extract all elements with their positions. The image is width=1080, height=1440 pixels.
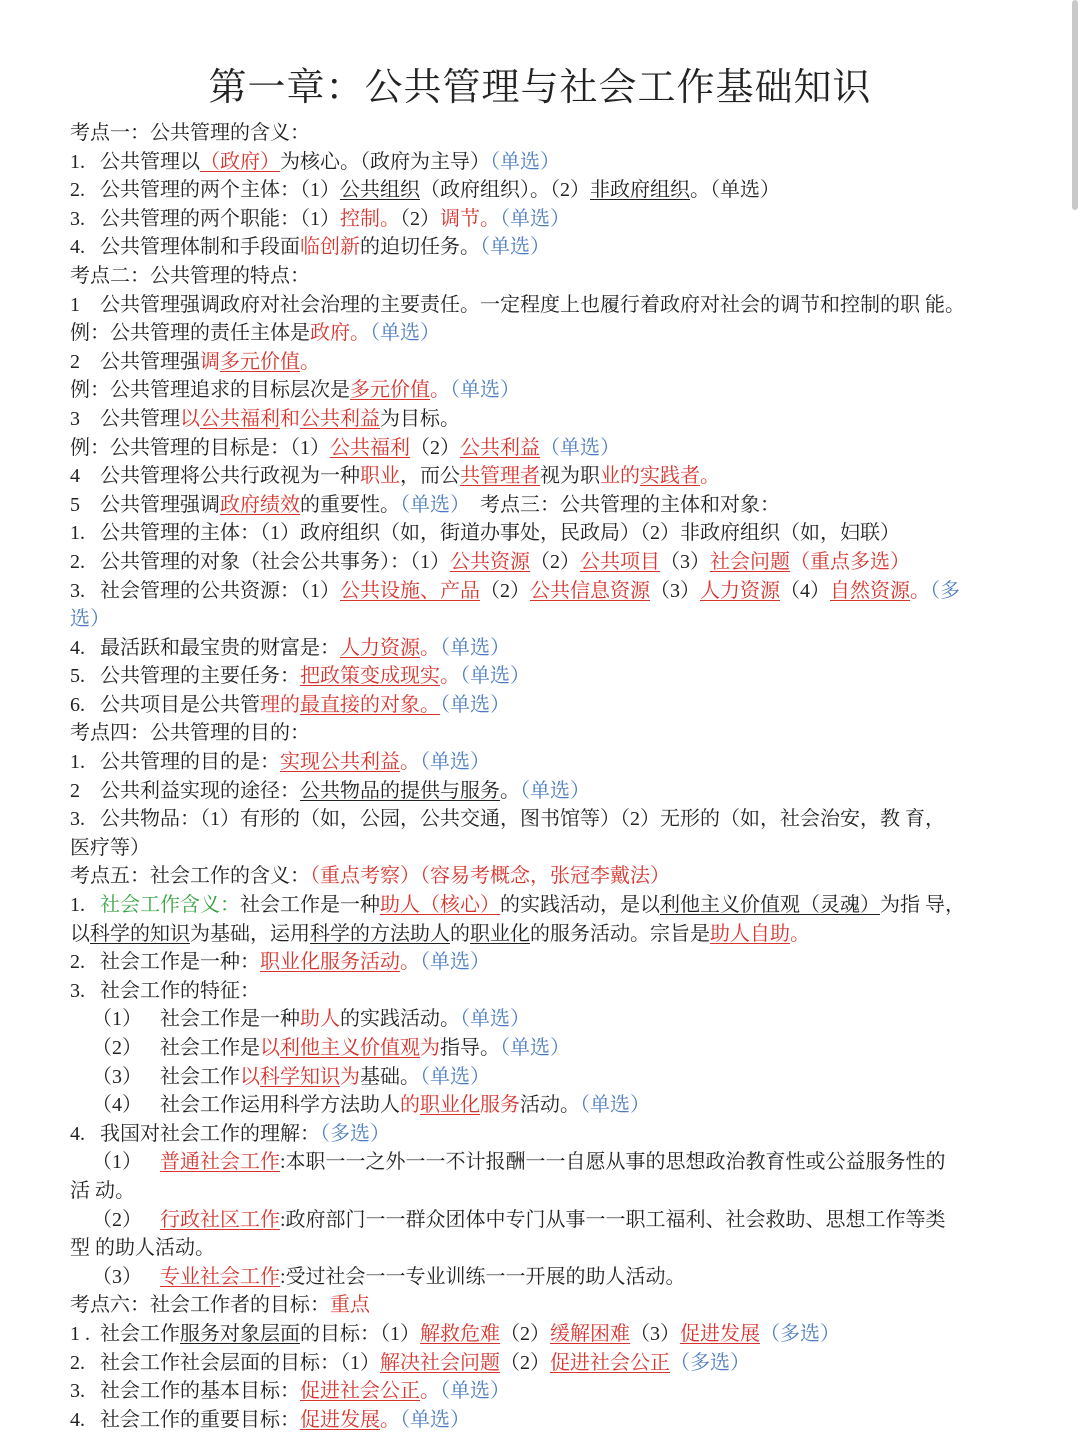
key-point-text: 公共项目 [580,550,660,573]
text-segment: 医疗等） [70,836,150,859]
list-item [70,1320,1070,1349]
underlined-term: 科学的知识 [90,922,190,945]
underlined-term: 公共组织 [340,179,420,202]
key-point-text: 。 [400,751,420,774]
key-point-text: 理的 [260,693,300,716]
section-heading [70,119,1070,148]
key-point-text: 多元价值 [220,350,300,373]
scrollbar-thumb[interactable] [1072,0,1078,210]
key-point-text: 公共利益 [300,407,380,430]
text-segment: （4） [780,579,830,602]
key-point-text: 调节。 [440,207,500,230]
list-item [70,405,1070,434]
key-point-text: 和 [280,407,300,430]
key-point-text: 公共利益 [460,436,540,459]
key-point-text: 的 [400,1094,420,1117]
key-point-text: 业的 [600,465,640,488]
text-segment: （2） [500,1351,550,1374]
key-point-text: 自然资源 [830,579,910,602]
text-segment: 公共管理的两个主体：（1） [100,179,340,202]
key-point-text: 助人 [300,1008,340,1031]
question-type-label: （单选） [450,379,520,402]
key-point-text: 服务 [480,1094,520,1117]
document-body [70,119,1070,1434]
question-type-label: （单选） [370,322,440,345]
item-number: 2. [70,550,85,573]
key-point-text: 促进社会公正 [550,1351,670,1374]
key-point-text: 行政社区工作 [160,1208,280,1231]
text-segment: 公共物品：（1）有形的（如，公园，公共交通，图书馆等）（2）无形的（如，社会治安，教 育， [100,808,945,831]
text-segment: （2） [410,436,460,459]
text-segment: 公共利益实现的途径： [100,779,300,802]
text-line [70,376,1070,405]
key-point-text: 公共福利 [330,436,410,459]
text-segment: 最活跃和最宝贵的财富是： [100,636,340,659]
key-point-text: 。 [700,465,720,488]
section-heading [70,719,1070,748]
text-segment: 为指 导， [880,894,965,917]
question-type-label: （单选） [400,1408,470,1431]
definition-label: 社会工作含义： [100,894,240,917]
text-segment: 公共管理以 [100,150,200,173]
section-heading [70,862,1070,891]
key-point-text: （重点多选） [790,550,910,573]
key-point-text: （政府） [200,150,280,173]
question-type-label: （单选） [460,1008,530,1031]
text-segment: 为目标。 [380,407,460,430]
sub-list-item [70,1005,1070,1034]
text-segment: （3） [630,1322,680,1345]
text-segment: 公共管理强调 [100,493,220,516]
text-line [70,319,1070,348]
item-number: 1. [70,894,85,917]
question-type-label: （单选） [420,1065,490,1088]
key-point-text: 实践者 [640,465,700,488]
text-segment: 的实践活动，是以 [500,894,660,917]
key-point-text: 促进发展 [300,1408,380,1431]
text-segment: 公共管理将公共行政视为一种 [100,465,360,488]
sub-list-item [70,1091,1070,1120]
list-item [70,462,1070,491]
text-segment: 例：公共管理的责任主体是 [70,322,310,345]
question-type-label: （单选） [580,1094,650,1117]
item-number: 1. [70,751,85,774]
underlined-term: 非政府组织 [590,179,690,202]
item-number: （2） [92,1037,142,1059]
text-segment: （2） [400,207,440,230]
text-line [70,1177,1070,1206]
text-segment: 的 [450,922,470,945]
key-point-text: 缓解困难 [550,1322,630,1345]
question-type-label: （单选） [480,236,550,259]
text-segment: 指导。 [440,1037,500,1059]
text-segment: 活动。 [520,1094,580,1117]
item-number: 4 [70,465,80,488]
item-number: （3） [92,1265,142,1288]
text-segment: 公共管理的对象（社会公共事务）：（1） [100,550,450,573]
question-type-label: （单选） [500,207,570,230]
text-segment: :受过社会一一专业训练一一开展的助人活动。 [280,1265,686,1288]
text-segment: 考点三：公共管理的主体和对象： [460,493,780,516]
key-point-text: 公共设施、产品 [340,579,480,602]
item-number: 2 [70,779,80,802]
key-point-text: 促进社会公正 [300,1380,420,1403]
underlined-term: 公共物品的提供与服务 [300,779,500,802]
key-point-text: 重点 [330,1294,370,1317]
section-heading [70,1291,1070,1320]
list-item [70,577,1070,606]
item-number: 4. [70,1408,85,1431]
key-point-text: 。 [400,951,420,974]
text-segment: 社会工作是一种 [160,1008,300,1031]
text-segment: 为核心。（政府为主导） [280,150,490,173]
list-item [70,205,1070,234]
key-point-text: 。 [790,922,810,945]
key-point-text: 临创新 [300,236,360,259]
list-item [70,662,1070,691]
text-line [70,1234,1070,1263]
text-segment: 的实践活动。 [340,1008,460,1031]
question-type-label: （单选） [440,1380,510,1403]
item-number: 2. [70,1351,85,1374]
key-point-text: 助人自助 [710,922,790,945]
question-type-label: （单选） [440,636,510,659]
question-type-label: （多选） [760,1322,840,1345]
question-type-label: （单选） [420,951,490,974]
key-point-text: 把政策变成现实 [300,665,440,688]
key-point-text: 助人（核心） [380,894,500,917]
list-item [70,148,1070,177]
text-segment: 社会工作的重要目标： [100,1408,300,1431]
text-segment: 。（单选） [690,179,780,202]
sub-list-item [70,1263,1070,1292]
text-segment: （3） [660,550,710,573]
question-type-label: （多选） [320,1122,390,1145]
text-segment: 社会工作 [100,1322,180,1345]
text-segment: 。 [500,779,520,802]
key-point-text: 科学知识 [260,1065,340,1088]
list-item [70,1349,1070,1378]
item-number: 4. [70,1122,85,1145]
text-segment: 以 [70,922,90,945]
item-number: 4. [70,636,85,659]
key-point-text: 。 [910,579,930,602]
item-number: （1） [92,1151,142,1174]
list-item [70,691,1070,720]
text-segment: ，而公 [400,465,460,488]
key-point-text: 为 [420,1037,440,1059]
key-point-text: 职业 [360,465,400,488]
key-point-text: 人力资源 [340,636,420,659]
text-segment: 公共管理体制和手段面 [100,236,300,259]
item-number: 5. [70,665,85,688]
item-number: 4. [70,236,85,259]
text-segment: 公共管理的主要任务： [100,665,300,688]
key-point-text: 促进发展 [680,1322,760,1345]
list-item [70,233,1070,262]
item-number: （3） [92,1065,142,1088]
text-segment: （2） [530,550,580,573]
question-type-label: （单选） [460,665,530,688]
section-heading [70,262,1070,291]
text-segment: 例：公共管理追求的目标层次是 [70,379,350,402]
item-number: 6. [70,693,85,716]
text-segment: （2） [480,579,530,602]
text-segment: 社会工作是一种： [100,951,260,974]
key-point-text: （重点考察）（容易考概念，张冠李戴法） [310,865,670,888]
page-title: 第一章：公共管理与社会工作基础知识 [208,67,872,109]
key-point-text: 。 [440,665,460,688]
question-type-label: （单选） [500,1037,570,1059]
list-item [70,805,1070,834]
key-point-text: 专业社会工作 [160,1265,280,1288]
text-segment: 社会管理的公共资源：（1） [100,579,340,602]
text-segment: 社会工作运用科学方法助人 [160,1094,400,1117]
text-segment: 社会工作社会层面的目标：（1） [100,1351,380,1374]
text-segment: 公共管理强 [100,350,200,373]
underlined-term: 服务对象层面 [180,1322,300,1345]
item-number: 3. [70,207,85,230]
list-item [70,548,1070,577]
key-point-text: 最直接的对象。 [300,693,440,716]
text-segment: 公共管理 [100,407,180,430]
item-number: 2. [70,179,85,202]
list-item [70,491,1070,520]
text-segment: 社会工作的特征： [100,979,260,1002]
question-type-label: （单选） [540,436,620,459]
text-segment: 的目标：（1） [300,1322,420,1345]
list-item [70,977,1070,1006]
text-segment: 考点四：公共管理的目的： [70,722,310,745]
key-point-text: 。 [380,1408,400,1431]
key-point-text: 解决社会问题 [380,1351,500,1374]
item-number: （2） [92,1208,142,1231]
item-number: 3. [70,579,85,602]
list-item [70,891,1070,920]
item-number: 3. [70,1380,85,1403]
key-point-text: 。 [420,1380,440,1403]
text-segment: :本职一一之外一一不计报酬一一自愿从事的思想政治教育性或公益服务性的 [280,1151,946,1174]
text-segment: 的服务活动。宗旨是 [530,922,710,945]
key-point-text: 。 [300,350,320,373]
text-line [70,920,1070,949]
item-number: 1 [70,293,80,316]
sub-list-item [70,1034,1070,1063]
text-segment: 基础。 [360,1065,420,1088]
text-segment: （政府组织）。（2） [420,179,590,202]
key-point-text: 以 [180,407,200,430]
list-item [70,634,1070,663]
item-number: 3 [70,407,80,430]
text-segment: 的迫切任务。 [360,236,480,259]
question-type-label: （单选） [490,150,560,173]
text-segment: 考点六：社会工作者的目标： [70,1294,330,1317]
key-point-text: 。 [420,636,440,659]
item-number: 1. [70,150,85,173]
underlined-term: 职业化 [470,922,530,945]
item-number: （1） [92,1008,142,1031]
key-point-text: 以 [260,1037,280,1059]
sub-list-item [70,1148,1070,1177]
list-item [70,1406,1070,1435]
item-number: 2. [70,951,85,974]
text-segment: 社会工作是 [160,1037,260,1059]
question-type-label: （单选） [400,493,460,516]
text-segment: 例：公共管理的目标是：（1） [70,436,330,459]
text-segment: 为基础，运用 [190,922,310,945]
key-point-text: 职业化 [420,1094,480,1117]
item-number: 3. [70,808,85,831]
text-segment: 公共管理强调政府对社会治理的主要责任。一定程度上也履行着政府对社会的调节和控制的职 能。 [100,293,965,316]
key-point-text: 人力资源 [700,579,780,602]
key-point-text: 控制。 [340,207,400,230]
text-line [70,434,1070,463]
key-point-text: 为 [340,1065,360,1088]
key-point-text: 普通社会工作 [160,1151,280,1174]
text-segment: 视为职 [540,465,600,488]
key-point-text: 利他主义价值观 [280,1037,420,1059]
sub-list-item [70,1206,1070,1235]
text-segment: 活 动。 [70,1179,135,1202]
list-item [70,1377,1070,1406]
item-number: 3. [70,979,85,1002]
list-item [70,1120,1070,1149]
item-number: 1. [70,522,85,545]
key-point-text: 政府。 [310,322,370,345]
item-number: 5 [70,493,80,516]
text-segment: 考点五：社会工作的含义： [70,865,310,888]
key-point-text: 解救危难 [420,1322,500,1345]
item-number: （4） [92,1094,142,1117]
text-segment: 型 的助人活动。 [70,1237,215,1260]
text-segment: 社会工作的基本目标： [100,1380,300,1403]
question-type-label: 选） [70,608,110,631]
underlined-term: 利他主义价值观（灵魂） [660,894,880,917]
list-item [70,948,1070,977]
sub-list-item [70,1063,1070,1092]
item-number: 1 . [70,1322,90,1345]
text-segment: 社会工作 [160,1065,240,1088]
text-segment: 考点二：公共管理的特点： [70,264,310,287]
text-segment: :政府部门一一群众团体中专门从事一一职工福利、社会救助、思想工作等类 [280,1208,946,1231]
question-type-label: （多 [930,579,960,602]
question-type-label: （单选） [520,779,590,802]
text-segment: 公共管理的目的是： [100,751,280,774]
text-segment: 公共管理的两个职能：（1） [100,207,340,230]
key-point-text: 社会问题 [710,550,790,573]
key-point-text: 职业化服务活动 [260,951,400,974]
list-item [70,748,1070,777]
list-item [70,519,1070,548]
text-line [70,834,1070,863]
text-segment: 社会工作是一种 [240,894,380,917]
list-item [70,291,1070,320]
question-type-label: （多选） [670,1351,750,1374]
key-point-text: 公共信息资源 [530,579,650,602]
key-point-text: 公共福利 [200,407,280,430]
text-segment: 考点一：公共管理的含义： [70,122,310,144]
text-segment: 我国对社会工作的理解： [100,1122,320,1145]
key-point-text: 。 [430,379,450,402]
text-segment: 公共管理的主体：（1）政府组织（如，街道办事处，民政局）（2）非政府组织（如，妇联） [100,522,900,545]
key-point-text: 政府绩效 [220,493,300,516]
question-type-label: （单选） [440,693,510,716]
text-segment: 的重要性。 [300,493,400,516]
text-segment: （3） [650,579,700,602]
key-point-text: 共管理者 [460,465,540,488]
key-point-text: 实现公共利益 [280,751,400,774]
key-point-text: 以 [240,1065,260,1088]
underlined-term: 科学的方法助人 [310,922,450,945]
list-item [70,348,1070,377]
key-point-text: 多元价值 [350,379,430,402]
text-segment: 公共项目是公共管 [100,693,260,716]
list-item [70,176,1070,205]
key-point-text: 公共资源 [450,550,530,573]
question-type-label: （单选） [420,751,490,774]
key-point-text: 调 [200,350,220,373]
text-line [70,605,1070,634]
item-number: 2 [70,350,80,373]
text-segment: （2） [500,1322,550,1345]
list-item [70,777,1070,806]
